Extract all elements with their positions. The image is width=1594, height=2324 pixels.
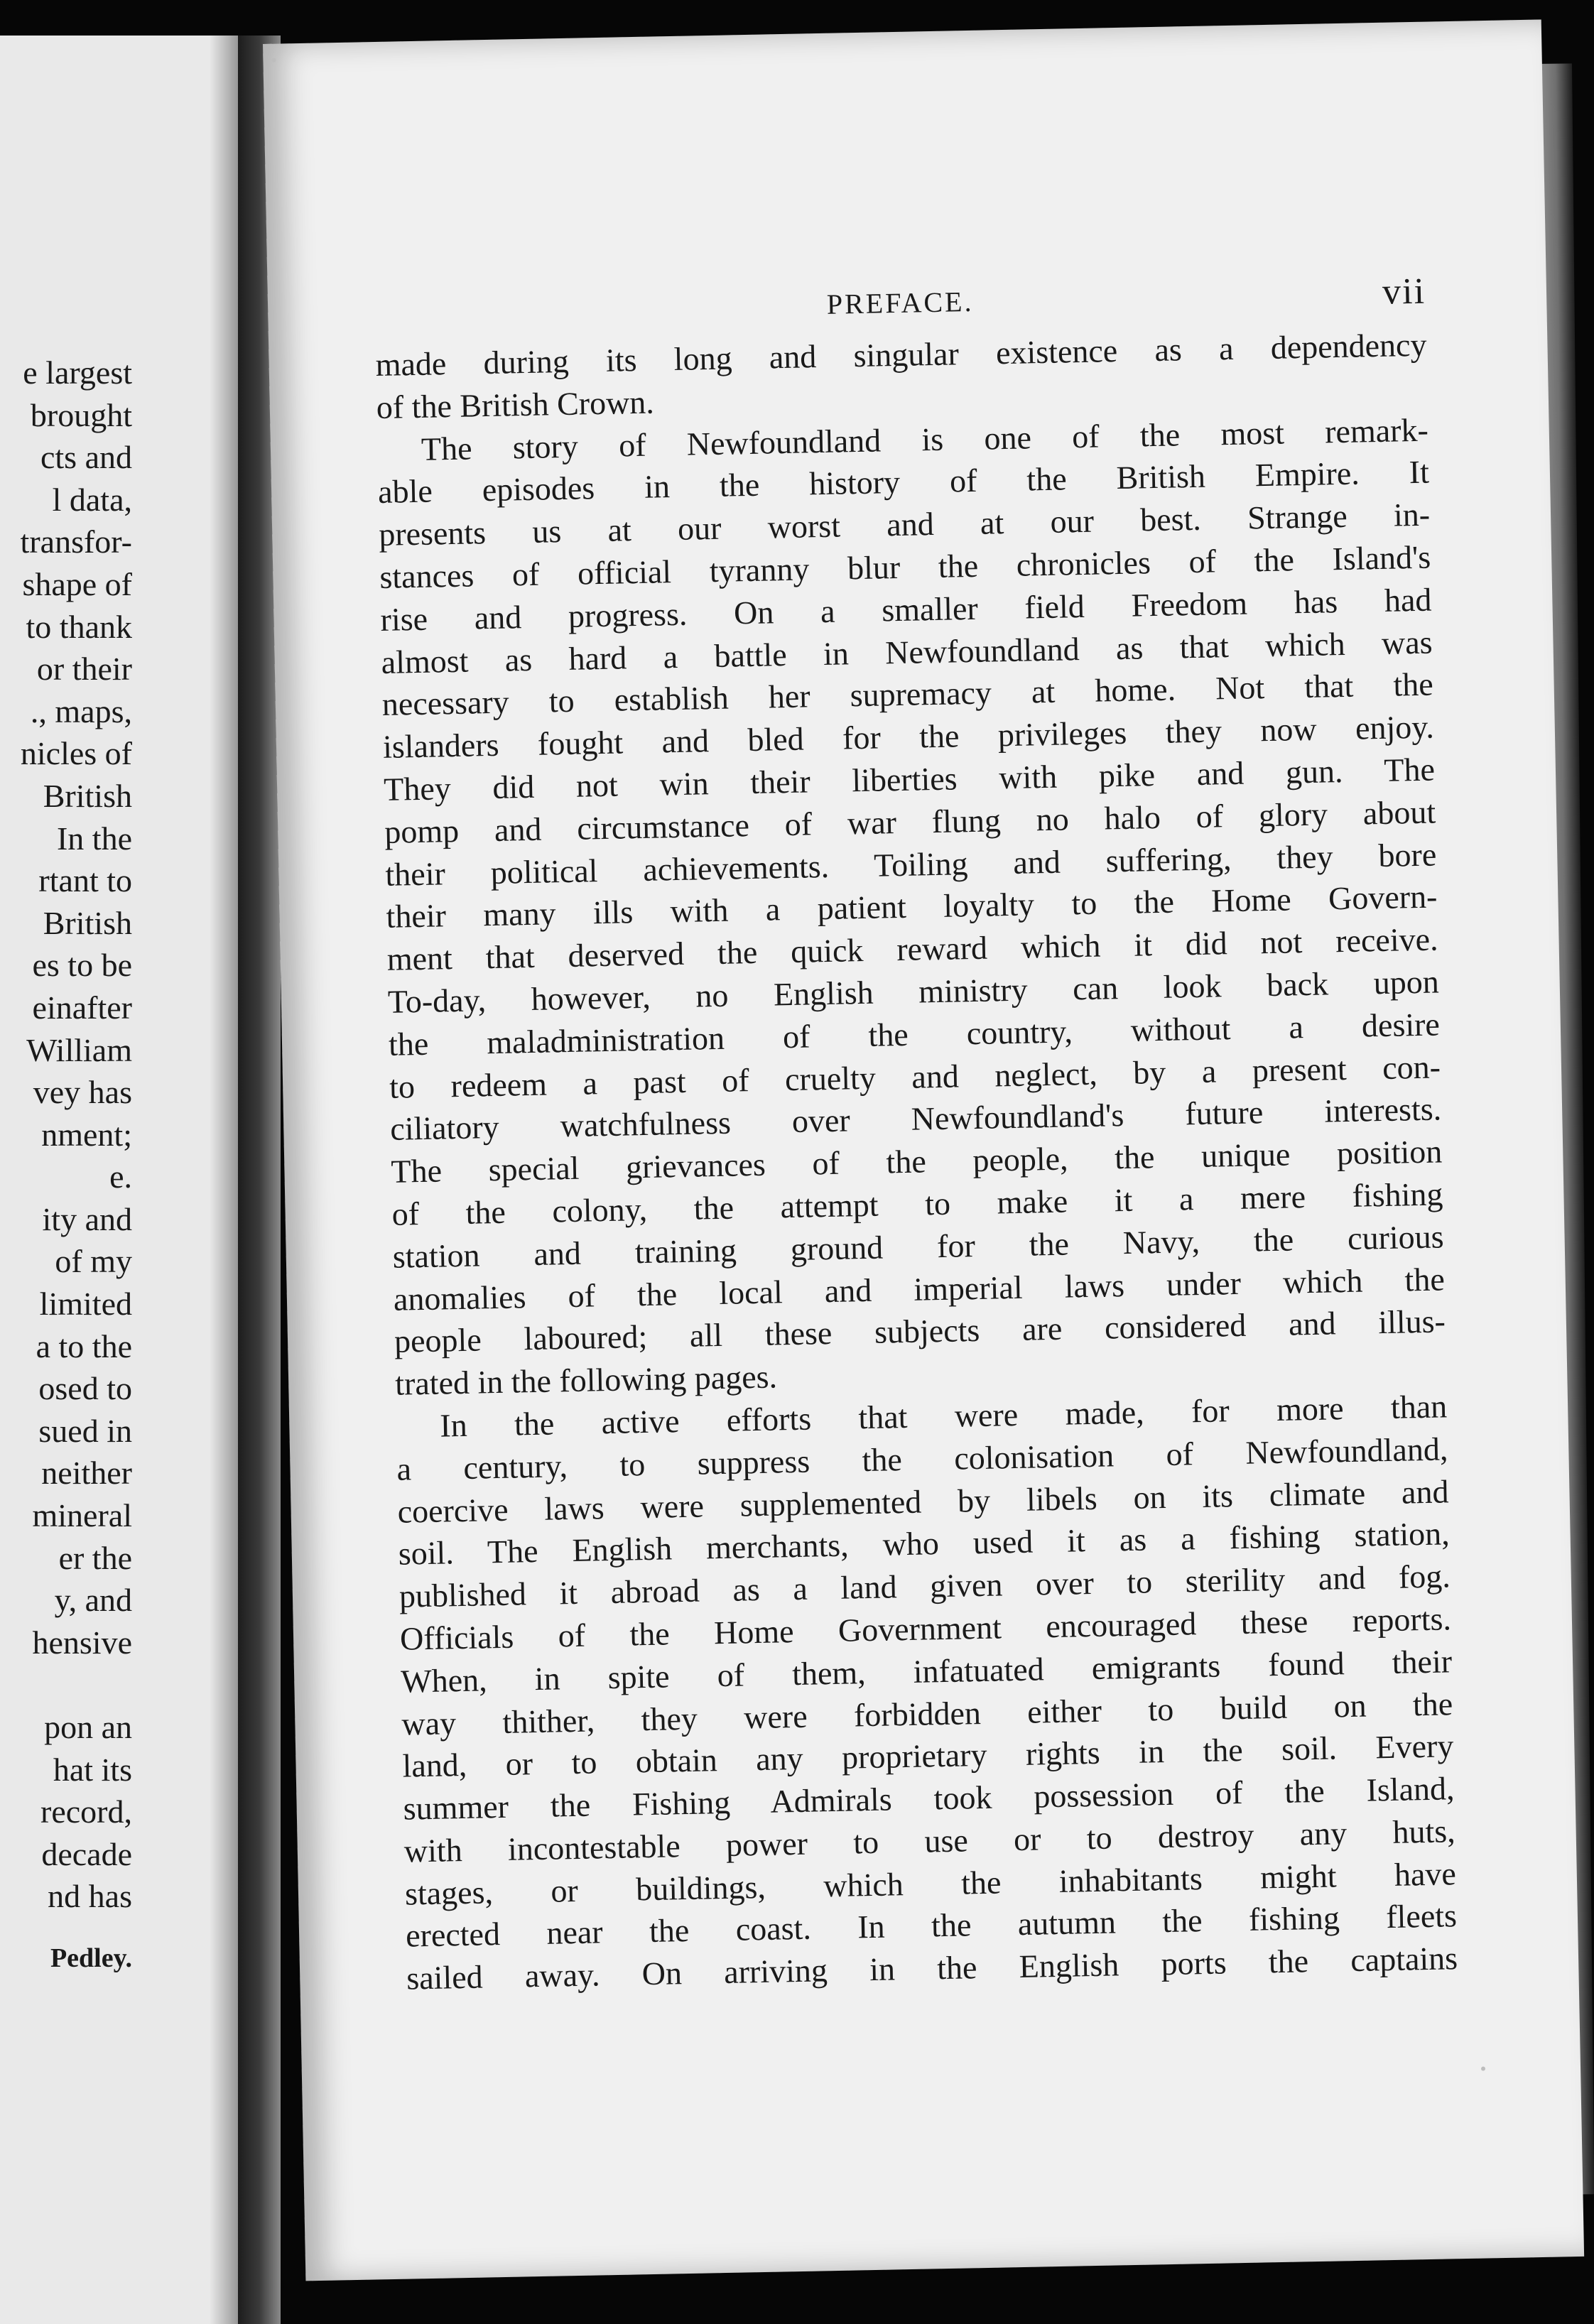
text-line: their many ills with a patient loyalty to the Home Govern-	[386, 878, 1438, 935]
previous-page-line: vey has	[33, 1074, 132, 1111]
previous-page-line: shape of	[22, 565, 132, 602]
previous-page-line: of my	[55, 1243, 132, 1280]
text-line: presents us at our worst and at our best. Strange in-	[378, 496, 1431, 553]
text-line: land, or to obtain any proprietary rights in the soil. Every	[402, 1727, 1454, 1784]
text-line: station and training ground for the Navy, the curious	[392, 1218, 1445, 1275]
previous-page-line: In the	[56, 820, 132, 857]
previous-page-line: e.	[109, 1158, 132, 1195]
text-line: summer the Fishing Admirals took possession of the Island,	[403, 1770, 1455, 1827]
text-line: anomalies of the local and imperial laws under which the	[393, 1260, 1446, 1318]
text-line: In the active efforts that were made, for more than	[439, 1388, 1448, 1444]
previous-page-line: ., maps,	[30, 693, 132, 729]
text-line: almost as hard a battle in Newfoundland as that which was	[381, 624, 1433, 680]
text-line: When, in spite of them, infatuated emigrants found their	[400, 1642, 1453, 1700]
text-line: able episodes in the history of the British Empire. It	[377, 453, 1430, 511]
text-line: stages, or buildings, which the inhabitants might have	[404, 1855, 1457, 1912]
previous-page-line: osed to	[38, 1370, 132, 1407]
text-line: ciliatory watchfulness over Newfoundland's future interests.	[389, 1090, 1442, 1148]
previous-page-line: William	[26, 1031, 132, 1068]
previous-page-line: to thank	[26, 608, 132, 645]
text-line: necessary to establish her supremacy at home. Not that the	[381, 666, 1434, 723]
previous-page-line: hensive	[32, 1624, 132, 1661]
previous-page-line: er the	[58, 1539, 132, 1576]
text-line: The special grievances of the people, the unique position	[391, 1133, 1443, 1190]
previous-page-line: nment;	[41, 1116, 132, 1153]
previous-page-line	[0, 1663, 132, 1706]
previous-page-line: y, and	[54, 1582, 132, 1619]
previous-page-line: transfor-	[20, 523, 132, 560]
previous-page-line: British	[43, 777, 132, 814]
previous-page-line: sued in	[38, 1412, 132, 1449]
current-page	[263, 19, 1584, 2281]
previous-page-line: neither	[41, 1455, 132, 1492]
previous-page-line: l data,	[52, 481, 132, 518]
previous-page-line: pon an	[44, 1709, 132, 1745]
previous-page-line: a to the	[36, 1327, 132, 1364]
previous-page-line: mineral	[32, 1497, 132, 1534]
previous-page-line: rtant to	[38, 862, 132, 899]
previous-page-line: nicles of	[20, 735, 132, 772]
previous-page-line: record,	[40, 1793, 132, 1830]
text-line: The story of Newfoundland is one of the most remark-	[421, 411, 1429, 467]
author-signature: Pedley.	[50, 1943, 132, 1973]
text-line: rise and progress. On a smaller field Freedom has had	[380, 581, 1432, 638]
text-line: way thither, they were forbidden either to build on the	[401, 1685, 1453, 1742]
text-line: made during its long and singular existence as a dependency	[375, 326, 1427, 384]
page-number: vii	[1382, 271, 1426, 313]
dust-speck	[1481, 2066, 1485, 2070]
text-line: To-day, however, no English ministry can look back upon	[387, 963, 1440, 1020]
previous-page-line: British	[43, 904, 132, 941]
text-line: coercive laws were supplemented by libels on its climate and	[397, 1472, 1449, 1530]
text-line: a century, to suppress the colonisation of Newfoundland,	[396, 1430, 1448, 1487]
text-line: islanders fought and bled for the privileges they now enjoy.	[382, 708, 1435, 766]
text-line: soil. The English merchants, who used it as a fishing station,	[398, 1515, 1451, 1573]
text-line: stances of official tyranny blur the chronicles of the Island's	[379, 538, 1431, 595]
text-line: trated in the following pages.	[394, 1358, 778, 1402]
body-text	[375, 324, 1458, 2000]
previous-page-line: ity and	[42, 1200, 132, 1237]
previous-page-line: or their	[36, 651, 132, 688]
text-line: ment that deserved the quick reward which it did not receive.	[386, 921, 1438, 978]
previous-page-line: e largest	[23, 354, 132, 391]
text-line: pomp and circumstance of war flung no halo of glory about	[384, 793, 1436, 850]
previous-page	[0, 36, 238, 2324]
text-line: They did not win their liberties with pike and gun. The	[383, 751, 1436, 808]
text-line: of the British Crown.	[376, 384, 655, 425]
text-line: published it abroad as a land given over to sterility and fog.	[398, 1558, 1451, 1614]
previous-page-line: cts and	[40, 439, 132, 476]
running-title: PREFACE.	[826, 285, 974, 320]
text-line: to redeem a past of cruelty and neglect, by a present con-	[389, 1048, 1441, 1105]
text-line: their political achievements. Toiling and suffering, they bore	[384, 836, 1437, 893]
previous-page-line: limited	[39, 1286, 132, 1323]
previous-page-line: hat its	[53, 1751, 132, 1788]
text-line: the maladministration of the country, without a desire	[388, 1006, 1441, 1063]
dust-speck	[271, 58, 276, 63]
previous-page-line: nd has	[48, 1878, 132, 1915]
previous-page-text	[0, 352, 132, 1980]
previous-page-line: decade	[41, 1835, 132, 1872]
text-line: erected near the coast. In the autumn the fishing fleets	[405, 1897, 1458, 1955]
text-line: Officials of the Home Government encouraged these reports.	[399, 1600, 1452, 1657]
page-fold-shadow	[210, 36, 238, 2324]
previous-page-line: einafter	[32, 989, 132, 1026]
text-line: sailed away. On arriving in the English ports the captains	[406, 1940, 1458, 1997]
previous-page-line: brought	[30, 396, 132, 433]
text-line: with incontestable power to use or to destroy any huts,	[403, 1813, 1456, 1869]
previous-page-line: es to be	[32, 947, 132, 984]
text-line: of the colony, the attempt to make it a mere fishing	[391, 1175, 1443, 1232]
text-line: people laboured; all these subjects are considered and illus-	[394, 1303, 1446, 1360]
running-head	[374, 271, 1426, 333]
